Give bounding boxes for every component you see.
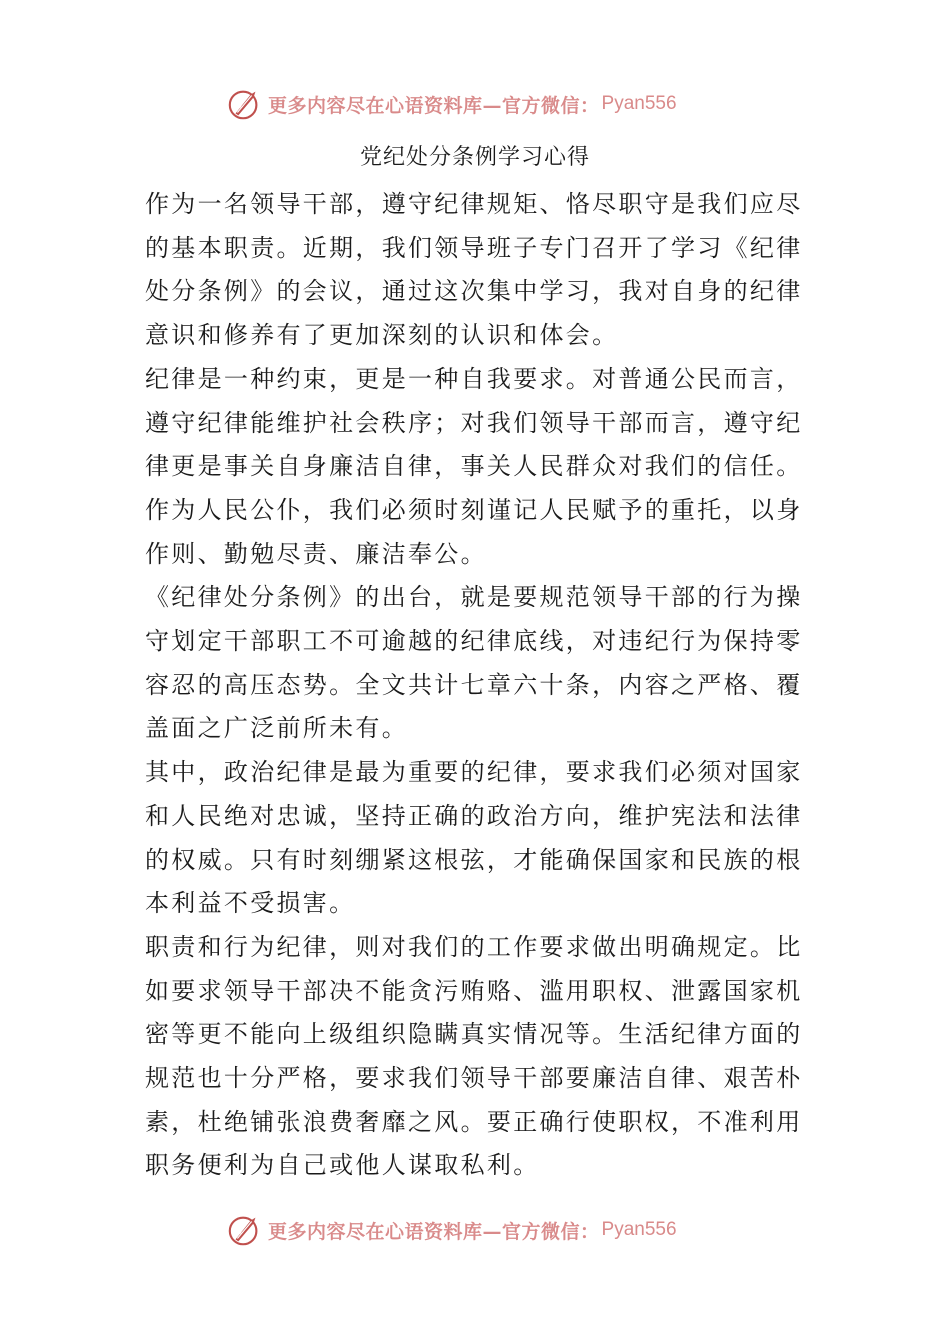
paragraph: 《纪律处分条例》的出台，就是要规范领导干部的行为操守划定干部职工不可逾越的纪律底线，对违纪行为保持零容忍的高压态势。全文共计七章六十条，内容之严格、覆盖面之广泛前所未有。 [145, 583, 803, 743]
banner-wechat-id: Pyan556 [601, 1219, 677, 1240]
paragraph: 作为一名领导干部，遵守纪律规矩、恪尽职守是我们应尽的基本职责。近期，我们领导班子专门召开了学习《纪律处分条例》的会议，通过这次集中学习，我对自身的纪律意识和修养有了更加深刻的认识和体会。 [145, 190, 803, 350]
footer-banner [226, 1210, 677, 1250]
header-banner [226, 84, 677, 124]
paragraph: 其中，政治纪律是最为重要的纪律，要求我们必须对国家和人民绝对忠诚，坚持正确的政治方向，维护宪法和法律的权威。只有时刻绷紧这根弦，才能确保国家和民族的根本利益不受损害。 [145, 758, 803, 918]
document-title: 党纪处分条例学习心得 [359, 145, 590, 170]
banner-text: 更多内容尽在心语资料库—官方微信： [268, 94, 600, 117]
paragraph: 纪律是一种约束，更是一种自我要求。对普通公民而言，遵守纪律能维护社会秩序；对我们领导干部而言，遵守纪律更是事关自身廉洁自律，事关人民群众对我们的信任。作为人民公仆，我们必须时刻谨记人民赋予的重托，以身作则、勤勉尽责、廉洁奉公。 [145, 364, 803, 568]
paragraph: 职责和行为纪律，则对我们的工作要求做出明确规定。比如要求领导干部决不能贪污贿赂、滥用职权、泄露国家机密等更不能向上级组织隐瞒真实情况等。生活纪律方面的规范也十分严格，要求我们领导干部要廉洁自律、艰苦朴素，杜绝铺张浪费奢靡之风。要正确行使职权，不准利用职务便利为自己或他人谋取私利。 [145, 932, 803, 1180]
pen-nib-circle-icon [226, 85, 264, 123]
banner-text: 更多内容尽在心语资料库—官方微信： [268, 1220, 600, 1243]
banner-wechat-id: Pyan556 [601, 93, 677, 114]
document-body [145, 183, 815, 1188]
pen-nib-circle-icon [226, 1211, 264, 1249]
